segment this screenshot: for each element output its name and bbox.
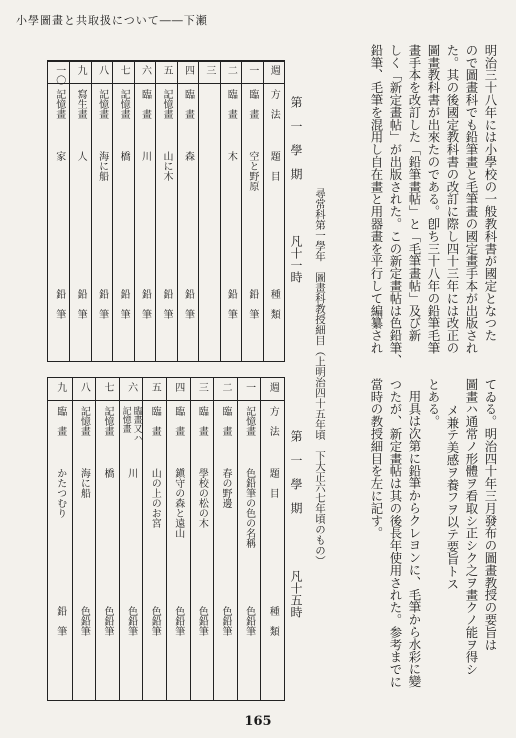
table-cell-method: 臨 畫: [225, 89, 237, 119]
paragraph-line: 圖畫ハ通常ノ形體ヲ看取シ正シク之ヲ畫クノ能ヲ得シ: [464, 378, 479, 676]
table-column-rule: [177, 61, 178, 361]
table-cell-method: 臨 畫: [196, 406, 208, 436]
paragraph-line: 當時の教授細目を左に記す。: [369, 378, 384, 540]
table-column-rule: [263, 61, 264, 361]
table-cell-kind: 色鉛筆: [172, 606, 184, 636]
table-header-kind: 種 類: [267, 606, 279, 636]
table-cell-kind: 色鉛筆: [243, 606, 255, 636]
table-cell-kind: 鉛 筆: [161, 289, 172, 319]
table-column-rule: [213, 378, 214, 700]
paragraph-top-right: [367, 44, 500, 367]
table-cell-topic: 學校の松の木: [196, 468, 208, 528]
paragraph-line: 圖畫教科書が出來たのである。卽ち三十八年の鉛筆毛筆: [426, 44, 441, 354]
table-cell-week: 九: [75, 65, 87, 75]
paragraph-line: てゐる。明治四十年三月發布の圖畫教授の要旨は: [483, 378, 498, 651]
table-cell-method: 臨 畫: [149, 406, 161, 436]
table-cell-topic: 川: [139, 151, 151, 161]
table-cell-method: 記憶畫: [161, 89, 172, 119]
table-cell-kind: 鉛 筆: [225, 289, 237, 319]
table-column-rule: [69, 61, 70, 361]
table-cell-kind: 色鉛筆: [78, 606, 90, 636]
table-cell-topic: 鎭守の森と遠山: [172, 468, 184, 538]
table-cell-kind: 鉛 筆: [182, 289, 194, 319]
table-cell-week: 三: [196, 382, 208, 392]
table-header-week: 週: [268, 65, 280, 75]
table-cell-topic: 山の上のお宮: [149, 468, 161, 528]
table-cell-topic: 春の野邊: [220, 468, 231, 508]
table1-term: 第 一 學 期: [289, 96, 303, 180]
table-cell-kind: 色鉛筆: [102, 606, 113, 636]
table-cell-method: 臨 畫: [172, 406, 184, 436]
table-cell-kind: 鉛 筆: [54, 606, 66, 636]
table-cell-topic: 人: [75, 151, 87, 161]
table-cell-topic: 家: [53, 151, 65, 161]
table-header-kind: 種 類: [268, 289, 280, 319]
table-column-rule: [112, 61, 113, 361]
table-cell-week: 五: [149, 382, 161, 392]
table-cell-kind: 色鉛筆: [125, 606, 137, 636]
table-column-rule: [237, 378, 238, 700]
table-cell-week: 六: [125, 382, 137, 392]
paragraph-line: メ兼テ美感ヲ養フヲ以テ要旨トス: [445, 404, 460, 590]
table-cell-week: 一〇: [53, 65, 65, 85]
table-column-rule: [166, 378, 167, 700]
table-header-method: 方 法: [267, 406, 279, 436]
table1-hours: 凡十一時: [289, 235, 303, 283]
table-cell-topic: 森: [182, 151, 194, 161]
table-cell-topic: 山に木: [161, 151, 172, 181]
paragraph-line: 鉛筆、毛筆を混用し自在畫と用器畫を平行して編纂され: [369, 44, 384, 354]
table-cell-week: 四: [182, 65, 194, 75]
table-cell-topic: 海に船: [78, 468, 90, 498]
table-cell-kind: 鉛 筆: [139, 289, 151, 319]
table-cell-method: 記憶畫: [78, 406, 90, 436]
table2-hours: 凡十五時: [289, 570, 303, 618]
table-cell-week: 三: [203, 65, 215, 75]
table-cell-week: 二: [220, 382, 231, 392]
table-cell-method: 寫生畫: [75, 89, 87, 119]
table-cell-week: 四: [172, 382, 184, 392]
table-top-header-divider: [48, 61, 284, 62]
table-cell-kind: 鉛 筆: [96, 289, 108, 319]
table-cell-method: 臨 畫: [246, 89, 258, 119]
paragraph-bottom-right: [367, 378, 500, 698]
table-cell-week: 九: [54, 382, 66, 392]
table-column-rule: [155, 61, 156, 361]
table-column-rule: [72, 378, 73, 700]
table-top: [47, 60, 285, 362]
paragraph-line: ので圖畫科でも鉛筆畫と毛筆畫の國定畫手本が出版され: [464, 44, 479, 354]
paragraph-line: 用具は次第に鉛筆からクレヨンに、毛筆から水彩に變: [407, 390, 422, 688]
table-column-rule: [220, 61, 221, 361]
table-column-rule: [198, 61, 199, 361]
table-header-rule: [48, 83, 284, 84]
table-cell-method: 臨 畫: [54, 406, 66, 436]
table-cell-topic: 木: [225, 151, 237, 161]
table-cell-kind: 鉛 筆: [75, 289, 87, 319]
table-cell-method: 記憶畫: [243, 406, 255, 436]
table-cell-method: 記憶畫: [53, 89, 65, 119]
table-cell-week: 六: [139, 65, 151, 75]
table-cell-week: 五: [161, 65, 172, 75]
table-bottom: [47, 377, 285, 701]
paragraph-line: しく「新定畫帖」が出版された。この新定畫帖は色鉛筆、: [388, 44, 403, 367]
table-cell-topic: かたつむり: [54, 468, 66, 518]
table-cell-method: 記憶畫: [96, 89, 108, 119]
table-column-rule: [95, 378, 96, 700]
table-cell-method: 臨 畫: [139, 89, 151, 119]
table-cell-topic: 橋: [102, 468, 113, 478]
paragraph-line: 明治三十八年には小學校の一般教科書が國定となつた: [483, 44, 498, 342]
table-cell-topic: 海に船: [96, 151, 108, 181]
table-cell-topic: 橋: [118, 151, 130, 161]
table-caption: 尋常科第一學年 圖畫科教授細目（上明治四十五年頃 下大正六七年頃のもの）: [314, 188, 326, 566]
paragraph-line: た。其の後國定教科書の改訂に際し四十三年には改正の: [445, 44, 460, 354]
running-header: 小學圖畫と共取扱について――下瀬: [16, 14, 208, 27]
table-cell-week: 二: [225, 65, 237, 75]
paragraph-line: つたが、新定畫帖は其の後長年使用された。参考までに: [388, 378, 403, 688]
table-cell-method: 記憶畫: [118, 89, 130, 119]
table-header-method: 方 法: [268, 89, 280, 119]
table-column-rule: [91, 61, 92, 361]
table-cell-method: 臨 畫: [220, 406, 231, 436]
table-header-topic: 題 目: [267, 468, 279, 498]
table-cell-kind: 鉛 筆: [118, 289, 130, 319]
table-cell-kind: 色鉛筆: [220, 606, 231, 636]
table-cell-kind: 色鉛筆: [196, 606, 208, 636]
table-cell-week: 一: [246, 65, 258, 75]
table-cell-week: 七: [118, 65, 130, 75]
table-cell-week: 七: [102, 382, 113, 392]
table-header-week: 週: [267, 382, 279, 392]
table-cell-week: 一: [243, 382, 255, 392]
table2-term: 第 一 學 期: [289, 430, 303, 514]
table-cell-method: 記憶畫: [102, 406, 113, 436]
table-cell-week: 八: [78, 382, 90, 392]
page-number: 165: [244, 714, 272, 729]
table-cell-topic: 空と野原: [246, 151, 258, 191]
paragraph-line: 畫手本を改訂した「鉛筆畫帖」と「毛筆畫帖」及び新: [407, 44, 422, 342]
table-cell-kind: 色鉛筆: [149, 606, 161, 636]
table-column-rule: [142, 378, 143, 700]
table-cell-topic: 色鉛筆の色の名稱: [243, 468, 255, 548]
table-column-rule: [241, 61, 242, 361]
table-column-rule: [190, 378, 191, 700]
table-cell-kind: 鉛 筆: [53, 289, 65, 319]
table-cell-topic: 川: [125, 468, 137, 478]
table-cell-week: 八: [96, 65, 108, 75]
table-column-rule: [260, 378, 261, 700]
table-column-rule: [119, 378, 120, 700]
table-column-rule: [134, 61, 135, 361]
table-cell-method: 臨 畫: [182, 89, 194, 119]
table-cell-method: 臨畫又ハ記憶畫: [120, 406, 142, 442]
table-cell-kind: 鉛 筆: [246, 289, 258, 319]
table-header-topic: 題 目: [268, 151, 280, 181]
paragraph-line: とある。: [426, 378, 441, 428]
